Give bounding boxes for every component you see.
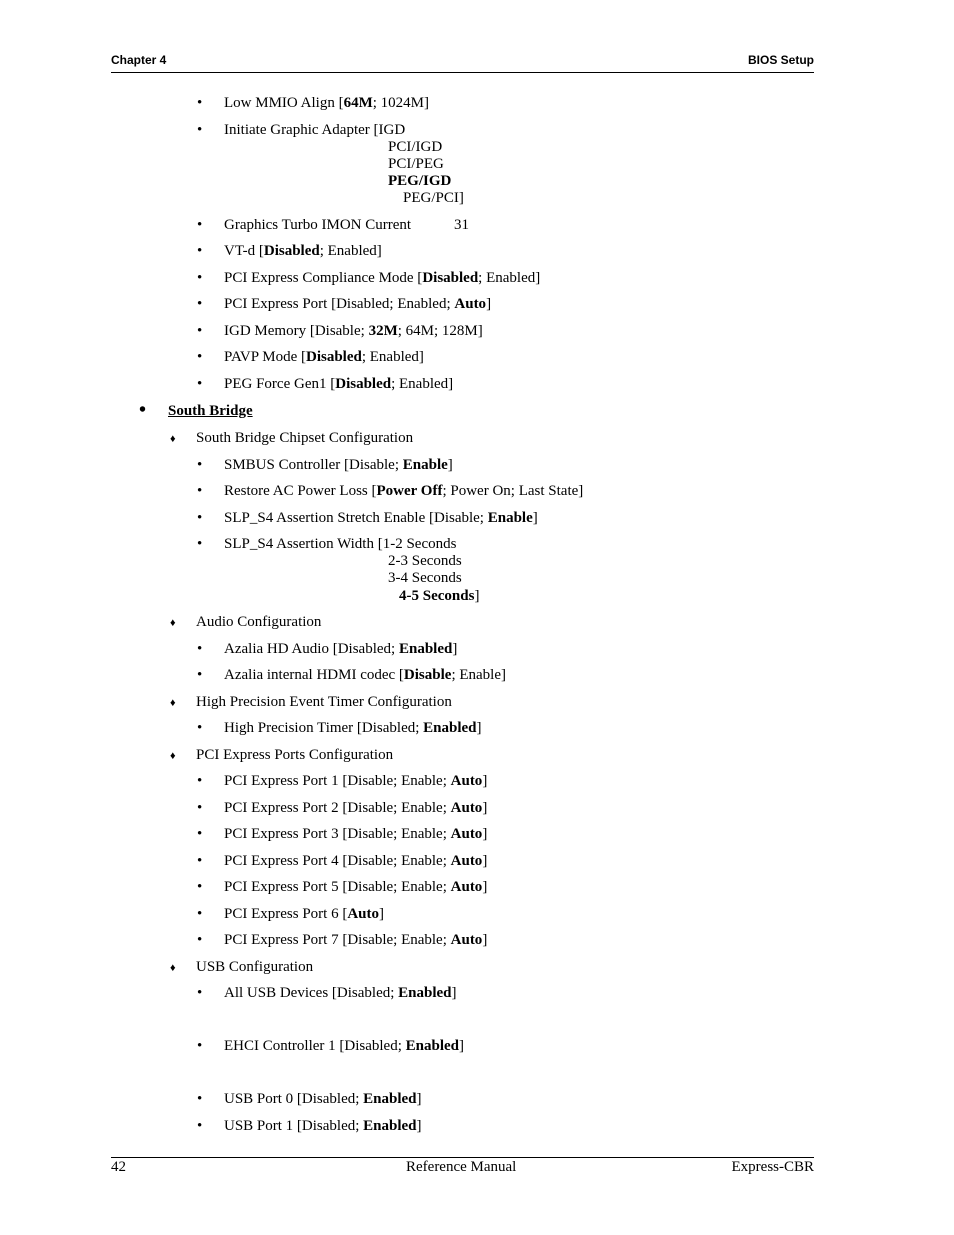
list-item: Restore AC Power Loss [Power Off; Power On; Last State] xyxy=(224,483,584,499)
list-item: PCI Express Port 6 [Auto] xyxy=(224,906,385,922)
diamond-bullet-icon: ♦ xyxy=(170,962,176,974)
bullet-dot: • xyxy=(197,296,203,312)
bullet-dot: • xyxy=(197,323,203,339)
list-item: High Precision Timer [Disabled; Enabled] xyxy=(224,720,482,736)
list-item: PCI Express Port 3 [Disable; Enable; Auto] xyxy=(224,826,488,842)
list-item: SLP_S4 Assertion Width [1-2 Seconds xyxy=(224,536,457,552)
diamond-bullet-icon: ♦ xyxy=(170,433,176,445)
list-item: Azalia HD Audio [Disabled; Enabled] xyxy=(224,641,458,657)
bullet-dot: • xyxy=(197,483,203,499)
subsection-heading: High Precision Event Timer Configuration xyxy=(196,694,452,710)
bullet-dot: • xyxy=(197,906,203,922)
option-line: PEG/PCI] xyxy=(403,190,464,206)
option-line: PCI/PEG xyxy=(388,156,444,172)
page-number: 42 xyxy=(111,1159,126,1175)
list-item: USB Port 0 [Disabled; Enabled] xyxy=(224,1091,422,1107)
bullet-dot: • xyxy=(197,349,203,365)
header-rule xyxy=(111,72,814,73)
subsection-heading: USB Configuration xyxy=(196,959,314,975)
bullet-dot: • xyxy=(139,399,147,421)
footer-title: Reference Manual xyxy=(406,1159,517,1175)
bullet-dot: • xyxy=(197,270,203,286)
bullet-dot: • xyxy=(197,773,203,789)
subsection-heading: Audio Configuration xyxy=(196,614,322,630)
subsection-heading: PCI Express Ports Configuration xyxy=(196,747,394,763)
bullet-dot: • xyxy=(197,800,203,816)
option-line: 2-3 Seconds xyxy=(388,553,462,569)
list-item: PCI Express Port 4 [Disable; Enable; Auto] xyxy=(224,853,488,869)
list-item: PCI Express Port 1 [Disable; Enable; Auto] xyxy=(224,773,488,789)
list-item: SLP_S4 Assertion Stretch Enable [Disable; Enable] xyxy=(224,510,538,526)
list-item: Graphics Turbo IMON Current xyxy=(224,217,412,233)
list-item: VT-d [Disabled; Enabled] xyxy=(224,243,382,259)
bullet-dot: • xyxy=(197,720,203,736)
list-item: PEG Force Gen1 [Disabled; Enabled] xyxy=(224,376,454,392)
bullet-dot: • xyxy=(197,457,203,473)
diamond-bullet-icon: ♦ xyxy=(170,750,176,762)
bullet-dot: • xyxy=(197,376,203,392)
list-item: SMBUS Controller [Disable; Enable] xyxy=(224,457,453,473)
bullet-dot: • xyxy=(197,932,203,948)
list-item: PCI Express Port 5 [Disable; Enable; Auto] xyxy=(224,879,488,895)
list-item: Azalia internal HDMI codec [Disable; Enable] xyxy=(224,667,506,683)
option-line: PCI/IGD xyxy=(388,139,443,155)
bullet-dot: • xyxy=(197,1038,203,1054)
value-text: 31 xyxy=(454,217,469,233)
list-item: IGD Memory [Disable; 32M; 64M; 128M] xyxy=(224,323,483,339)
list-item: All USB Devices [Disabled; Enabled] xyxy=(224,985,457,1001)
list-item: Low MMIO Align [64M; 1024M] xyxy=(224,95,430,111)
list-item: Initiate Graphic Adapter [IGD xyxy=(224,122,406,138)
section-heading: South Bridge xyxy=(168,403,253,419)
header-chapter: Chapter 4 xyxy=(111,53,167,67)
bullet-dot: • xyxy=(197,1091,203,1107)
bullet-dot: • xyxy=(197,641,203,657)
option-line: 4-5 Seconds] xyxy=(399,588,480,604)
bullet-dot: • xyxy=(197,122,203,138)
bullet-dot: • xyxy=(197,510,203,526)
bullet-dot: • xyxy=(197,217,203,233)
footer-rule xyxy=(111,1157,814,1158)
bullet-dot: • xyxy=(197,985,203,1001)
diamond-bullet-icon: ♦ xyxy=(170,697,176,709)
list-item: PCI Express Port 2 [Disable; Enable; Auto] xyxy=(224,800,488,816)
bullet-dot: • xyxy=(197,536,203,552)
bullet-dot: • xyxy=(197,826,203,842)
header-section: BIOS Setup xyxy=(747,53,814,67)
bullet-dot: • xyxy=(197,879,203,895)
list-item: PCI Express Compliance Mode [Disabled; Enabled] xyxy=(224,270,541,286)
list-item: USB Port 1 [Disabled; Enabled] xyxy=(224,1118,422,1134)
bullet-dot: • xyxy=(197,853,203,869)
list-item: PAVP Mode [Disabled; Enabled] xyxy=(224,349,424,365)
bullet-dot: • xyxy=(197,667,203,683)
list-item: EHCI Controller 1 [Disabled; Enabled] xyxy=(224,1038,464,1054)
list-item: PCI Express Port [Disabled; Enabled; Auto] xyxy=(224,296,492,312)
option-line: PEG/IGD xyxy=(388,173,452,189)
bullet-dot: • xyxy=(197,1118,203,1134)
list-item: PCI Express Port 7 [Disable; Enable; Auto] xyxy=(224,932,488,948)
bullet-dot: • xyxy=(197,243,203,259)
footer-product: Express-CBR xyxy=(731,1159,814,1175)
diamond-bullet-icon: ♦ xyxy=(170,617,176,629)
option-line: 3-4 Seconds xyxy=(388,570,462,586)
bullet-dot: • xyxy=(197,95,203,111)
subsection-heading: South Bridge Chipset Configuration xyxy=(196,430,414,446)
